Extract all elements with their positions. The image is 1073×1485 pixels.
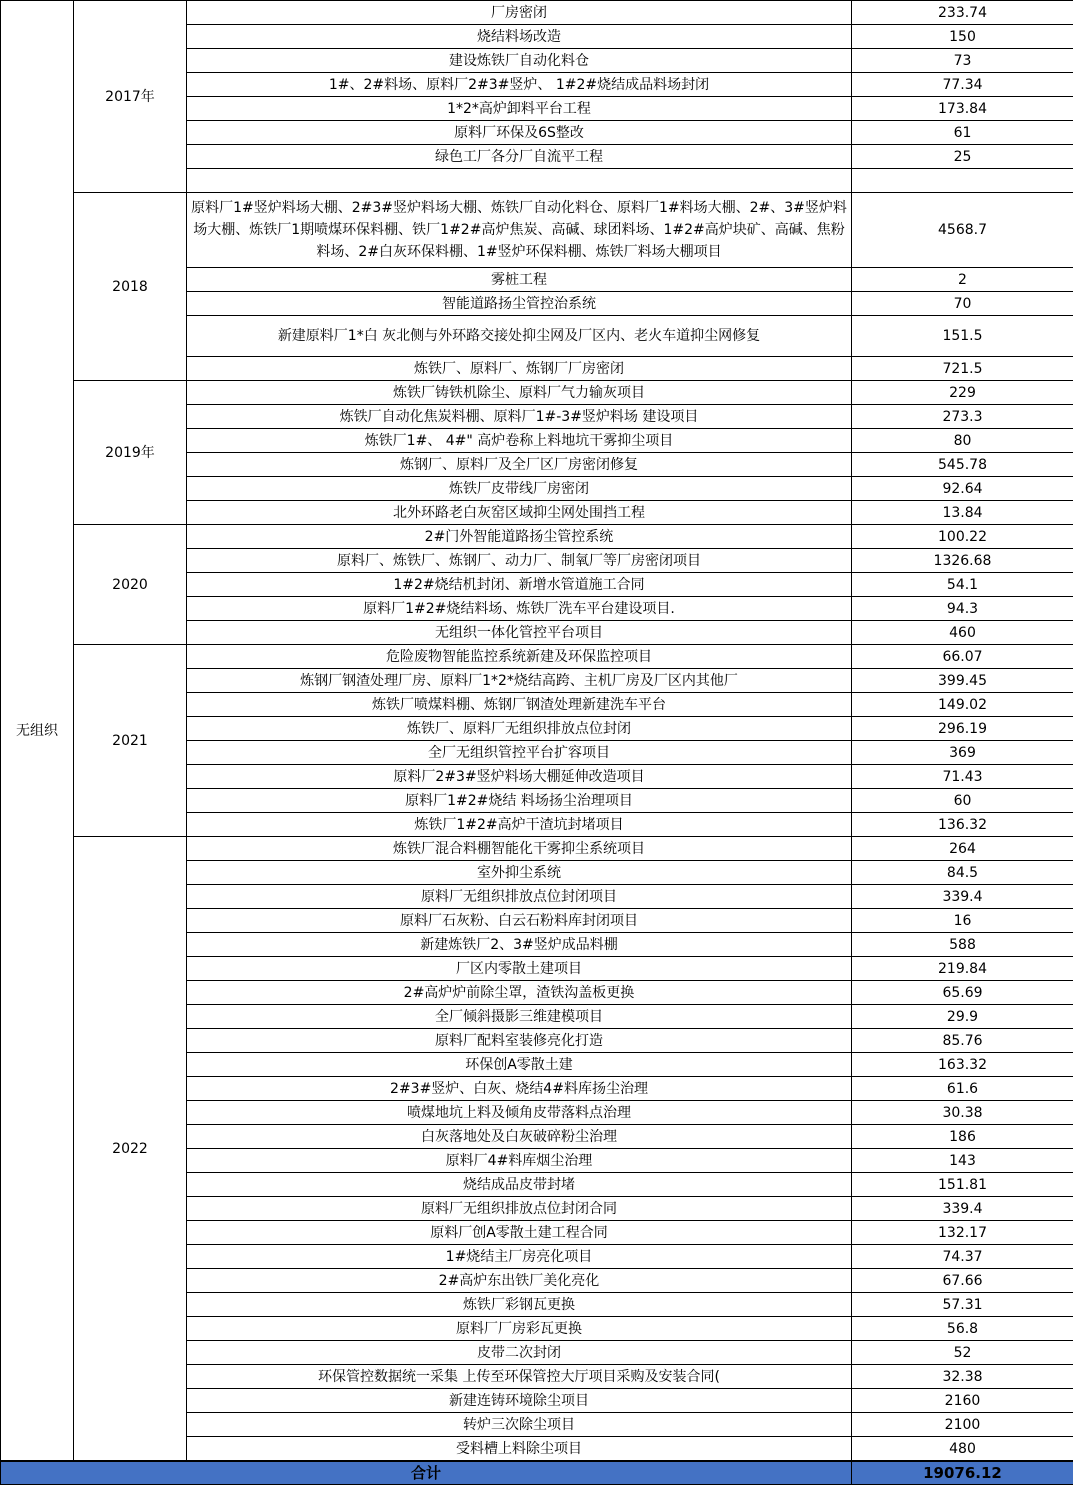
amount-cell: 399.45 [852, 669, 1073, 693]
project-name-cell: 无组织一体化管控平台项目 [187, 621, 852, 645]
amount-cell: 132.17 [852, 1221, 1073, 1245]
amount-cell: 163.32 [852, 1053, 1073, 1077]
year-cell: 2018 [74, 193, 187, 381]
project-name-cell: 炼铁厂1#2#高炉干渣坑封堵项目 [187, 813, 852, 837]
amount-cell: 143 [852, 1149, 1073, 1173]
amount-cell: 60 [852, 789, 1073, 813]
year-cell: 2022 [74, 837, 187, 1462]
amount-cell: 149.02 [852, 693, 1073, 717]
project-name-cell: 炼铁厂混合料棚智能化干雾抑尘系统项目 [187, 837, 852, 861]
project-name-cell: 转炉三次除尘项目 [187, 1413, 852, 1437]
project-name-cell: 炼铁厂皮带线厂房密闭 [187, 477, 852, 501]
project-name-cell: 环保管控数据统一采集 上传至环保管控大厅项目采购及安装合同( [187, 1365, 852, 1389]
amount-cell: 13.84 [852, 501, 1073, 525]
amount-cell: 52 [852, 1341, 1073, 1365]
project-name-cell: 炼铁厂1#、 4#" 高炉卷称上料地坑干雾抑尘项目 [187, 429, 852, 453]
project-name-cell: 原料厂创A零散土建工程合同 [187, 1221, 852, 1245]
amount-cell: 85.76 [852, 1029, 1073, 1053]
project-name-cell: 新建炼铁厂2、3#竖炉成品料棚 [187, 933, 852, 957]
amount-cell: 66.07 [852, 645, 1073, 669]
amount-cell: 25 [852, 145, 1073, 169]
amount-cell: 136.32 [852, 813, 1073, 837]
year-cell: 2017年 [74, 1, 187, 193]
amount-cell: 273.3 [852, 405, 1073, 429]
amount-cell: 721.5 [852, 357, 1073, 381]
amount-cell: 545.78 [852, 453, 1073, 477]
amount-cell: 84.5 [852, 861, 1073, 885]
project-name-cell: 原料厂无组织排放点位封闭合同 [187, 1197, 852, 1221]
project-name-cell: 新建原料厂1*白 灰北侧与外环路交接处抑尘网及厂区内、老火车道抑尘网修复 [187, 316, 852, 357]
project-name-cell: 1#烧结主厂房亮化项目 [187, 1245, 852, 1269]
project-name-cell: 原料厂无组织排放点位封闭项目 [187, 885, 852, 909]
project-name-cell: 原料厂厂房彩瓦更换 [187, 1317, 852, 1341]
amount-cell: 186 [852, 1125, 1073, 1149]
project-name-cell: 2#高炉炉前除尘罩，渣铁沟盖板更换 [187, 981, 852, 1005]
amount-cell: 339.4 [852, 1197, 1073, 1221]
project-name-cell: 炼铁厂自动化焦炭料棚、原料厂1#-3#竖炉料场 建设项目 [187, 405, 852, 429]
table-row [1, 1, 1073, 25]
project-name-cell: 炼铁厂、原料厂无组织排放点位封闭 [187, 717, 852, 741]
project-name-cell: 炼钢厂钢渣处理厂房、原料厂1*2*烧结高跨、主机厂房及厂区内其他厂 [187, 669, 852, 693]
amount-cell: 74.37 [852, 1245, 1073, 1269]
total-amount: 19076.12 [852, 1461, 1073, 1485]
project-name-cell: 原料厂1#2#烧结 料场扬尘治理项目 [187, 789, 852, 813]
project-name-cell: 新建连铸环境除尘项目 [187, 1389, 852, 1413]
amount-cell: 460 [852, 621, 1073, 645]
amount-cell: 369 [852, 741, 1073, 765]
project-name-cell: 全厂无组织管控平台扩容项目 [187, 741, 852, 765]
table-row [1, 645, 1073, 669]
project-name-cell: 炼铁厂喷煤料棚、炼钢厂钢渣处理新建洗车平台 [187, 693, 852, 717]
project-name-cell: 2#高炉东出铁厂美化亮化 [187, 1269, 852, 1293]
amount-cell: 54.1 [852, 573, 1073, 597]
amount-cell: 264 [852, 837, 1073, 861]
project-name-cell: 室外抑尘系统 [187, 861, 852, 885]
total-row [1, 1461, 1073, 1485]
amount-cell: 61 [852, 121, 1073, 145]
project-name-cell: 2#门外智能道路扬尘管控系统 [187, 525, 852, 549]
project-name-cell: 原料厂1#竖炉料场大棚、2#3#竖炉料场大棚、炼铁厂自动化料仓、原料厂1#料场大棚、2#、3#竖炉料场大棚、炼铁厂1期喷煤环保料棚、铁厂1#2#高炉焦炭、高碱、球团料场、1#2#高炉块矿、高碱、焦粉料场、2#白灰环保料棚、1#竖炉环保料棚、炼铁厂料场大棚项目 [187, 193, 852, 268]
amount-cell [852, 169, 1073, 193]
amount-cell: 70 [852, 292, 1073, 316]
project-name-cell: 原料厂配料室装修亮化打造 [187, 1029, 852, 1053]
amount-cell: 71.43 [852, 765, 1073, 789]
amount-cell: 29.9 [852, 1005, 1073, 1029]
year-cell: 2019年 [74, 381, 187, 525]
project-name-cell: 原料厂4#料库烟尘治理 [187, 1149, 852, 1173]
project-name-cell: 原料厂2#3#竖炉料场大棚延伸改造项目 [187, 765, 852, 789]
amount-cell: 100.22 [852, 525, 1073, 549]
amount-cell: 229 [852, 381, 1073, 405]
project-name-cell: 受料槽上料除尘项目 [187, 1437, 852, 1462]
project-name-cell [187, 169, 852, 193]
amount-cell: 16 [852, 909, 1073, 933]
amount-cell: 57.31 [852, 1293, 1073, 1317]
category-cell: 无组织 [1, 1, 74, 1462]
project-name-cell: 原料厂石灰粉、白云石粉料库封闭项目 [187, 909, 852, 933]
table-row [1, 525, 1073, 549]
year-cell: 2020 [74, 525, 187, 645]
amount-cell: 32.38 [852, 1365, 1073, 1389]
amount-cell: 1326.68 [852, 549, 1073, 573]
amount-cell: 339.4 [852, 885, 1073, 909]
amount-cell: 173.84 [852, 97, 1073, 121]
amount-cell: 2 [852, 268, 1073, 292]
table-row [1, 381, 1073, 405]
project-name-cell: 炼钢厂、原料厂及全厂区厂房密闭修复 [187, 453, 852, 477]
project-name-cell: 白灰落地处及白灰破碎粉尘治理 [187, 1125, 852, 1149]
project-name-cell: 原料厂环保及6S整改 [187, 121, 852, 145]
project-name-cell: 1#2#烧结机封闭、新增水管道施工合同 [187, 573, 852, 597]
project-name-cell: 厂区内零散土建项目 [187, 957, 852, 981]
project-name-cell: 危险废物智能监控系统新建及环保监控项目 [187, 645, 852, 669]
table-body [1, 1, 1073, 1485]
project-name-cell: 原料厂、炼铁厂、炼钢厂、动力厂、制氧厂等厂房密闭项目 [187, 549, 852, 573]
project-name-cell: 1#、2#料场、原料厂2#3#竖炉、 1#2#烧结成品料场封闭 [187, 73, 852, 97]
amount-cell: 61.6 [852, 1077, 1073, 1101]
project-name-cell: 绿色工厂各分厂自流平工程 [187, 145, 852, 169]
amount-cell: 65.69 [852, 981, 1073, 1005]
amount-cell: 73 [852, 49, 1073, 73]
amount-cell: 4568.7 [852, 193, 1073, 268]
amount-cell: 56.8 [852, 1317, 1073, 1341]
project-name-cell: 环保创A零散土建 [187, 1053, 852, 1077]
year-cell: 2021 [74, 645, 187, 837]
project-name-cell: 炼铁厂铸铁机除尘、原料厂气力输灰项目 [187, 381, 852, 405]
project-name-cell: 北外环路老白灰窑区域抑尘网处围挡工程 [187, 501, 852, 525]
amount-cell: 2100 [852, 1413, 1073, 1437]
amount-cell: 77.34 [852, 73, 1073, 97]
amount-cell: 80 [852, 429, 1073, 453]
amount-cell: 219.84 [852, 957, 1073, 981]
amount-cell: 480 [852, 1437, 1073, 1462]
amount-cell: 150 [852, 25, 1073, 49]
table-row [1, 837, 1073, 861]
project-name-cell: 2#3#竖炉、白灰、烧结4#料库扬尘治理 [187, 1077, 852, 1101]
amount-cell: 94.3 [852, 597, 1073, 621]
project-name-cell: 1*2*高炉卸料平台工程 [187, 97, 852, 121]
project-name-cell: 建设炼铁厂自动化料仓 [187, 49, 852, 73]
table-row [1, 193, 1073, 268]
project-name-cell: 原料厂1#2#烧结料场、炼铁厂洗车平台建设项目. [187, 597, 852, 621]
amount-cell: 296.19 [852, 717, 1073, 741]
project-name-cell: 厂房密闭 [187, 1, 852, 25]
project-name-cell: 炼铁厂彩钢瓦更换 [187, 1293, 852, 1317]
project-name-cell: 烧结料场改造 [187, 25, 852, 49]
amount-cell: 92.64 [852, 477, 1073, 501]
project-name-cell: 智能道路扬尘管控治系统 [187, 292, 852, 316]
amount-cell: 67.66 [852, 1269, 1073, 1293]
project-name-cell: 烧结成品皮带封堵 [187, 1173, 852, 1197]
amount-cell: 151.81 [852, 1173, 1073, 1197]
amount-cell: 2160 [852, 1389, 1073, 1413]
amount-cell: 588 [852, 933, 1073, 957]
amount-cell: 233.74 [852, 1, 1073, 25]
total-label: 合计 [1, 1461, 852, 1485]
project-name-cell: 炼铁厂、原料厂、炼钢厂厂房密闭 [187, 357, 852, 381]
project-name-cell: 皮带二次封闭 [187, 1341, 852, 1365]
amount-cell: 30.38 [852, 1101, 1073, 1125]
amount-cell: 151.5 [852, 316, 1073, 357]
project-name-cell: 全厂倾斜摄影三维建模项目 [187, 1005, 852, 1029]
project-name-cell: 雾桩工程 [187, 268, 852, 292]
project-name-cell: 喷煤地坑上料及倾角皮带落料点治理 [187, 1101, 852, 1125]
